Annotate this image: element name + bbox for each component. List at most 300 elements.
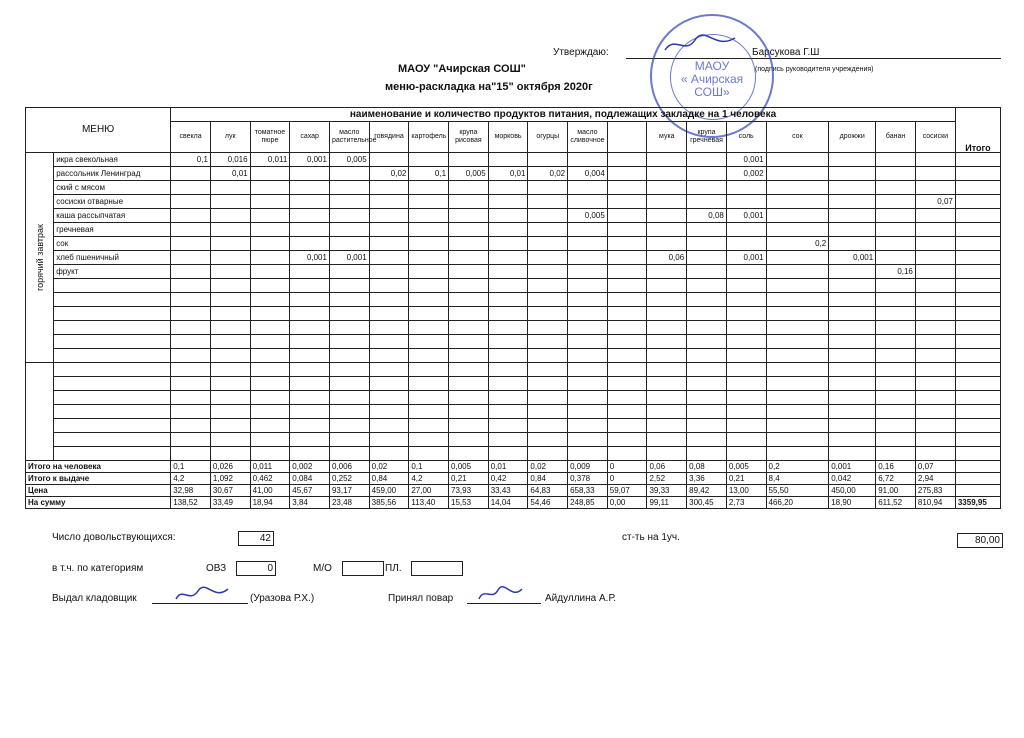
totals-cell: 611,52 — [876, 497, 916, 509]
quantity-cell — [329, 419, 369, 433]
quantity-cell — [876, 223, 916, 237]
quantity-cell — [488, 433, 528, 447]
quantity-cell — [528, 363, 568, 377]
dish-name — [54, 433, 171, 447]
quantity-cell — [369, 293, 409, 307]
totals-cell: 33,43 — [488, 485, 528, 497]
table-row — [26, 349, 1001, 363]
quantity-cell — [766, 181, 829, 195]
totals-cell: 0,21 — [726, 473, 766, 485]
quantity-cell — [488, 237, 528, 251]
totals-cell: 2,94 — [915, 473, 955, 485]
quantity-cell — [369, 335, 409, 349]
ovz-value: 0 — [236, 561, 276, 576]
quantity-cell — [369, 349, 409, 363]
quantity-cell — [528, 391, 568, 405]
quantity-cell — [607, 223, 647, 237]
totals-cell: 39,33 — [647, 485, 687, 497]
quantity-cell — [449, 181, 489, 195]
quantity-cell — [915, 209, 955, 223]
totals-cell: 0,00 — [607, 497, 647, 509]
row-total-cell — [955, 377, 1000, 391]
grand-total-cell: 3359,95 — [955, 497, 1000, 509]
quantity-cell — [647, 321, 687, 335]
quantity-cell — [250, 349, 290, 363]
quantity-cell — [876, 195, 916, 209]
totals-cell: 8,4 — [766, 473, 829, 485]
quantity-cell — [449, 321, 489, 335]
quantity-cell — [829, 307, 876, 321]
totals-cell: 64,83 — [528, 485, 568, 497]
dish-name: хлеб пшеничный — [54, 251, 171, 265]
totals-cell: 27,00 — [409, 485, 449, 497]
quantity-cell — [409, 209, 449, 223]
quantity-cell — [210, 377, 250, 391]
row-total-cell — [955, 293, 1000, 307]
quantity-cell — [409, 265, 449, 279]
count-value: 42 — [238, 531, 274, 546]
quantity-cell — [915, 181, 955, 195]
quantity-cell — [488, 209, 528, 223]
totals-cell: 459,00 — [369, 485, 409, 497]
dish-name: икра свекольная — [54, 153, 171, 167]
received-label: Принял повар — [388, 593, 454, 604]
cost-value: 80,00 — [957, 533, 1003, 548]
quantity-cell — [915, 223, 955, 237]
quantity-cell — [171, 335, 211, 349]
quantity-cell — [290, 433, 330, 447]
quantity-cell — [687, 167, 727, 181]
stamp-line-1: МАОУ — [694, 59, 730, 73]
dish-name: сосиски отварные — [54, 195, 171, 209]
quantity-cell — [290, 209, 330, 223]
quantity-cell — [829, 237, 876, 251]
quantity-cell — [647, 279, 687, 293]
stamp-line-2: « Ачирская — [680, 72, 744, 86]
quantity-cell — [607, 363, 647, 377]
quantity-cell: 0,02 — [369, 167, 409, 181]
totals-label: Итого на человека — [26, 461, 171, 473]
quantity-cell — [488, 265, 528, 279]
totals-cell: 466,20 — [766, 497, 829, 509]
totals-cell: 0,02 — [528, 461, 568, 473]
quantity-cell — [876, 405, 916, 419]
quantity-cell — [876, 293, 916, 307]
quantity-cell — [687, 265, 727, 279]
quantity-cell — [171, 307, 211, 321]
quantity-cell — [647, 307, 687, 321]
quantity-cell — [915, 433, 955, 447]
totals-cell: 0,1 — [171, 461, 211, 473]
quantity-cell — [210, 307, 250, 321]
quantity-cell — [329, 279, 369, 293]
quantity-cell — [488, 307, 528, 321]
quantity-cell — [210, 335, 250, 349]
quantity-cell — [687, 223, 727, 237]
totals-cell: 0,08 — [687, 461, 727, 473]
quantity-cell — [568, 251, 608, 265]
quantity-cell — [647, 167, 687, 181]
quantity-cell — [876, 377, 916, 391]
table-row — [26, 363, 1001, 377]
column-header: говядина — [369, 122, 409, 153]
quantity-cell — [369, 405, 409, 419]
dish-name — [54, 419, 171, 433]
totals-cell: 0,006 — [329, 461, 369, 473]
quantity-cell — [568, 447, 608, 461]
quantity-cell — [915, 335, 955, 349]
quantity-cell — [488, 349, 528, 363]
quantity-cell — [829, 349, 876, 363]
quantity-cell — [726, 363, 766, 377]
column-header: томатное пюре — [250, 122, 290, 153]
column-header: мука — [647, 122, 687, 153]
quantity-cell — [488, 293, 528, 307]
table-row — [26, 167, 1001, 181]
quantity-cell — [290, 307, 330, 321]
quantity-cell — [171, 237, 211, 251]
quantity-cell — [607, 321, 647, 335]
totals-cell: 59,07 — [607, 485, 647, 497]
column-header: сосиски — [915, 122, 955, 153]
table-row — [26, 209, 1001, 223]
quantity-cell — [171, 265, 211, 279]
totals-cell: 1,092 — [210, 473, 250, 485]
quantity-cell — [647, 153, 687, 167]
table-row — [26, 419, 1001, 433]
quantity-cell — [488, 153, 528, 167]
totals-cell: 18,94 — [250, 497, 290, 509]
quantity-cell — [915, 251, 955, 265]
row-total-cell — [955, 349, 1000, 363]
column-header — [607, 122, 647, 153]
quantity-cell — [329, 349, 369, 363]
category-label: горячий завтрак — [34, 224, 45, 291]
totals-cell: 4,2 — [409, 473, 449, 485]
quantity-cell — [528, 265, 568, 279]
quantity-cell — [210, 363, 250, 377]
totals-cell: 45,67 — [290, 485, 330, 497]
quantity-cell — [290, 335, 330, 349]
dish-name: сок — [54, 237, 171, 251]
quantity-cell — [488, 335, 528, 349]
quantity-cell — [290, 279, 330, 293]
quantity-cell — [210, 195, 250, 209]
quantity-cell — [171, 181, 211, 195]
quantity-cell — [369, 433, 409, 447]
quantity-cell — [876, 433, 916, 447]
quantity-cell — [829, 335, 876, 349]
received-signature — [476, 584, 526, 604]
quantity-cell — [726, 335, 766, 349]
totals-label: Цена — [26, 485, 171, 497]
quantity-cell — [250, 293, 290, 307]
quantity-cell — [210, 391, 250, 405]
quantity-cell — [568, 391, 608, 405]
quantity-cell — [829, 363, 876, 377]
quantity-cell — [250, 279, 290, 293]
quantity-cell: 0,001 — [329, 251, 369, 265]
row-total-cell — [955, 279, 1000, 293]
quantity-cell — [568, 335, 608, 349]
quantity-cell — [829, 293, 876, 307]
quantity-cell — [607, 447, 647, 461]
quantity-cell: 0,1 — [171, 153, 211, 167]
quantity-cell — [329, 433, 369, 447]
quantity-cell — [250, 251, 290, 265]
issued-label: Выдал кладовщик — [52, 593, 137, 604]
totals-cell: 2,73 — [726, 497, 766, 509]
quantity-cell — [369, 419, 409, 433]
quantity-cell — [915, 349, 955, 363]
quantity-cell — [171, 391, 211, 405]
pl-value — [411, 561, 463, 576]
quantity-cell — [210, 223, 250, 237]
quantity-cell: 0,01 — [210, 167, 250, 181]
table-row — [26, 223, 1001, 237]
quantity-cell — [250, 181, 290, 195]
quantity-cell — [687, 391, 727, 405]
quantity-cell — [449, 419, 489, 433]
quantity-cell — [766, 167, 829, 181]
quantity-cell — [766, 447, 829, 461]
quantity-cell — [687, 349, 727, 363]
totals-cell: 0,001 — [829, 461, 876, 473]
table-row — [26, 447, 1001, 461]
quantity-cell — [290, 195, 330, 209]
quantity-cell — [915, 419, 955, 433]
totals-cell: 275,83 — [915, 485, 955, 497]
quantity-cell — [369, 209, 409, 223]
quantity-cell — [449, 251, 489, 265]
quantity-cell — [607, 391, 647, 405]
grand-total-cell — [955, 485, 1000, 497]
quantity-cell — [171, 419, 211, 433]
quantity-cell — [568, 181, 608, 195]
totals-cell: 0,011 — [250, 461, 290, 473]
approve-label: Утверждаю: — [553, 47, 609, 58]
quantity-cell — [766, 251, 829, 265]
quantity-cell — [290, 237, 330, 251]
quantity-cell — [488, 405, 528, 419]
ovz-label: ОВЗ — [206, 563, 227, 574]
quantity-cell — [766, 307, 829, 321]
quantity-cell — [369, 307, 409, 321]
table-row — [26, 237, 1001, 251]
quantity-cell — [829, 433, 876, 447]
menu-header: МЕНЮ — [26, 108, 171, 153]
row-total-cell — [955, 321, 1000, 335]
row-total-cell — [955, 195, 1000, 209]
quantity-cell — [726, 293, 766, 307]
quantity-cell — [409, 447, 449, 461]
quantity-cell — [171, 433, 211, 447]
quantity-cell — [726, 321, 766, 335]
totals-cell: 0,21 — [449, 473, 489, 485]
quantity-cell — [488, 279, 528, 293]
quantity-cell — [687, 447, 727, 461]
quantity-cell — [250, 223, 290, 237]
quantity-cell — [488, 447, 528, 461]
column-header: огурцы — [528, 122, 568, 153]
quantity-cell — [568, 223, 608, 237]
quantity-cell — [290, 349, 330, 363]
stamp-line-3: СОШ» — [694, 85, 730, 99]
quantity-cell — [171, 293, 211, 307]
quantity-cell — [449, 237, 489, 251]
totals-row — [26, 497, 1001, 509]
totals-cell: 0,42 — [488, 473, 528, 485]
quantity-cell — [449, 307, 489, 321]
quantity-cell — [607, 307, 647, 321]
quantity-cell — [250, 209, 290, 223]
quantity-cell — [607, 181, 647, 195]
quantity-cell — [488, 363, 528, 377]
quantity-cell — [449, 405, 489, 419]
quantity-cell — [449, 349, 489, 363]
quantity-cell — [369, 153, 409, 167]
quantity-cell — [409, 321, 449, 335]
quantity-cell: 0,1 — [409, 167, 449, 181]
quantity-cell — [607, 335, 647, 349]
issued-signature — [172, 585, 232, 605]
quantity-cell — [766, 405, 829, 419]
quantity-cell — [687, 195, 727, 209]
quantity-cell — [568, 307, 608, 321]
quantity-cell — [250, 405, 290, 419]
totals-cell: 0,462 — [250, 473, 290, 485]
quantity-cell — [647, 433, 687, 447]
dish-name: фрукт — [54, 265, 171, 279]
quantity-cell — [766, 223, 829, 237]
quantity-cell — [687, 321, 727, 335]
quantity-cell — [171, 223, 211, 237]
quantity-cell — [250, 195, 290, 209]
totals-cell: 0 — [607, 473, 647, 485]
quantity-cell — [766, 335, 829, 349]
quantity-cell — [250, 265, 290, 279]
quantity-cell: 0,016 — [210, 153, 250, 167]
quantity-cell — [409, 335, 449, 349]
totals-cell: 138,52 — [171, 497, 211, 509]
totals-cell: 658,33 — [568, 485, 608, 497]
quantity-cell: 0,005 — [329, 153, 369, 167]
totals-cell: 13,00 — [726, 485, 766, 497]
quantity-cell — [607, 195, 647, 209]
quantity-cell — [171, 377, 211, 391]
quantity-cell — [210, 181, 250, 195]
quantity-cell — [329, 321, 369, 335]
column-header: сок — [766, 122, 829, 153]
quantity-cell — [250, 433, 290, 447]
quantity-cell — [687, 335, 727, 349]
totals-cell: 0,002 — [290, 461, 330, 473]
quantity-cell: 0,011 — [250, 153, 290, 167]
quantity-cell: 0,004 — [568, 167, 608, 181]
quantity-cell — [687, 293, 727, 307]
quantity-cell: 0,001 — [726, 251, 766, 265]
quantity-cell — [409, 237, 449, 251]
table-row — [26, 391, 1001, 405]
quantity-cell: 0,06 — [647, 251, 687, 265]
quantity-cell — [290, 223, 330, 237]
quantity-cell — [726, 377, 766, 391]
quantity-cell — [409, 251, 449, 265]
quantity-cell — [568, 433, 608, 447]
dish-name — [54, 279, 171, 293]
quantity-cell — [687, 405, 727, 419]
quantity-cell — [210, 321, 250, 335]
quantity-cell — [647, 265, 687, 279]
quantity-cell — [687, 377, 727, 391]
quantity-cell — [568, 419, 608, 433]
totals-cell: 41,00 — [250, 485, 290, 497]
quantity-cell — [329, 223, 369, 237]
totals-cell: 0,2 — [766, 461, 829, 473]
table-row — [26, 377, 1001, 391]
quantity-cell — [369, 377, 409, 391]
quantity-cell — [171, 321, 211, 335]
quantity-cell — [766, 293, 829, 307]
dish-name — [54, 377, 171, 391]
quantity-cell — [607, 167, 647, 181]
quantity-cell — [409, 377, 449, 391]
quantity-cell — [409, 153, 449, 167]
quantity-cell — [726, 419, 766, 433]
quantity-cell: 0,01 — [488, 167, 528, 181]
quantity-cell — [329, 293, 369, 307]
quantity-cell — [607, 153, 647, 167]
approver-signature — [660, 30, 740, 60]
totals-cell: 0,84 — [528, 473, 568, 485]
quantity-cell — [488, 419, 528, 433]
quantity-cell — [369, 223, 409, 237]
quantity-cell — [329, 335, 369, 349]
quantity-cell — [528, 419, 568, 433]
totals-cell: 0,252 — [329, 473, 369, 485]
totals-cell: 15,53 — [449, 497, 489, 509]
quantity-cell — [607, 209, 647, 223]
quantity-cell — [210, 279, 250, 293]
quantity-cell — [171, 363, 211, 377]
approver-name: Барсукова Г.Ш — [752, 47, 820, 58]
quantity-cell — [607, 377, 647, 391]
row-total-cell — [955, 433, 1000, 447]
quantity-cell — [409, 181, 449, 195]
quantity-cell: 0,005 — [449, 167, 489, 181]
quantity-cell: 0,001 — [290, 251, 330, 265]
quantity-cell — [409, 433, 449, 447]
quantity-cell — [329, 167, 369, 181]
quantity-cell — [329, 195, 369, 209]
totals-cell: 18,90 — [829, 497, 876, 509]
quantity-cell — [687, 237, 727, 251]
table-row — [26, 251, 1001, 265]
quantity-cell — [409, 223, 449, 237]
quantity-cell — [647, 335, 687, 349]
quantity-cell — [409, 363, 449, 377]
quantity-cell — [766, 153, 829, 167]
column-header: морковь — [488, 122, 528, 153]
quantity-cell — [528, 321, 568, 335]
dish-name — [54, 447, 171, 461]
quantity-cell — [607, 293, 647, 307]
pl-label: ПЛ. — [385, 563, 402, 574]
quantity-cell — [915, 265, 955, 279]
totals-cell: 0,042 — [829, 473, 876, 485]
quantity-cell — [687, 419, 727, 433]
column-header: лук — [210, 122, 250, 153]
